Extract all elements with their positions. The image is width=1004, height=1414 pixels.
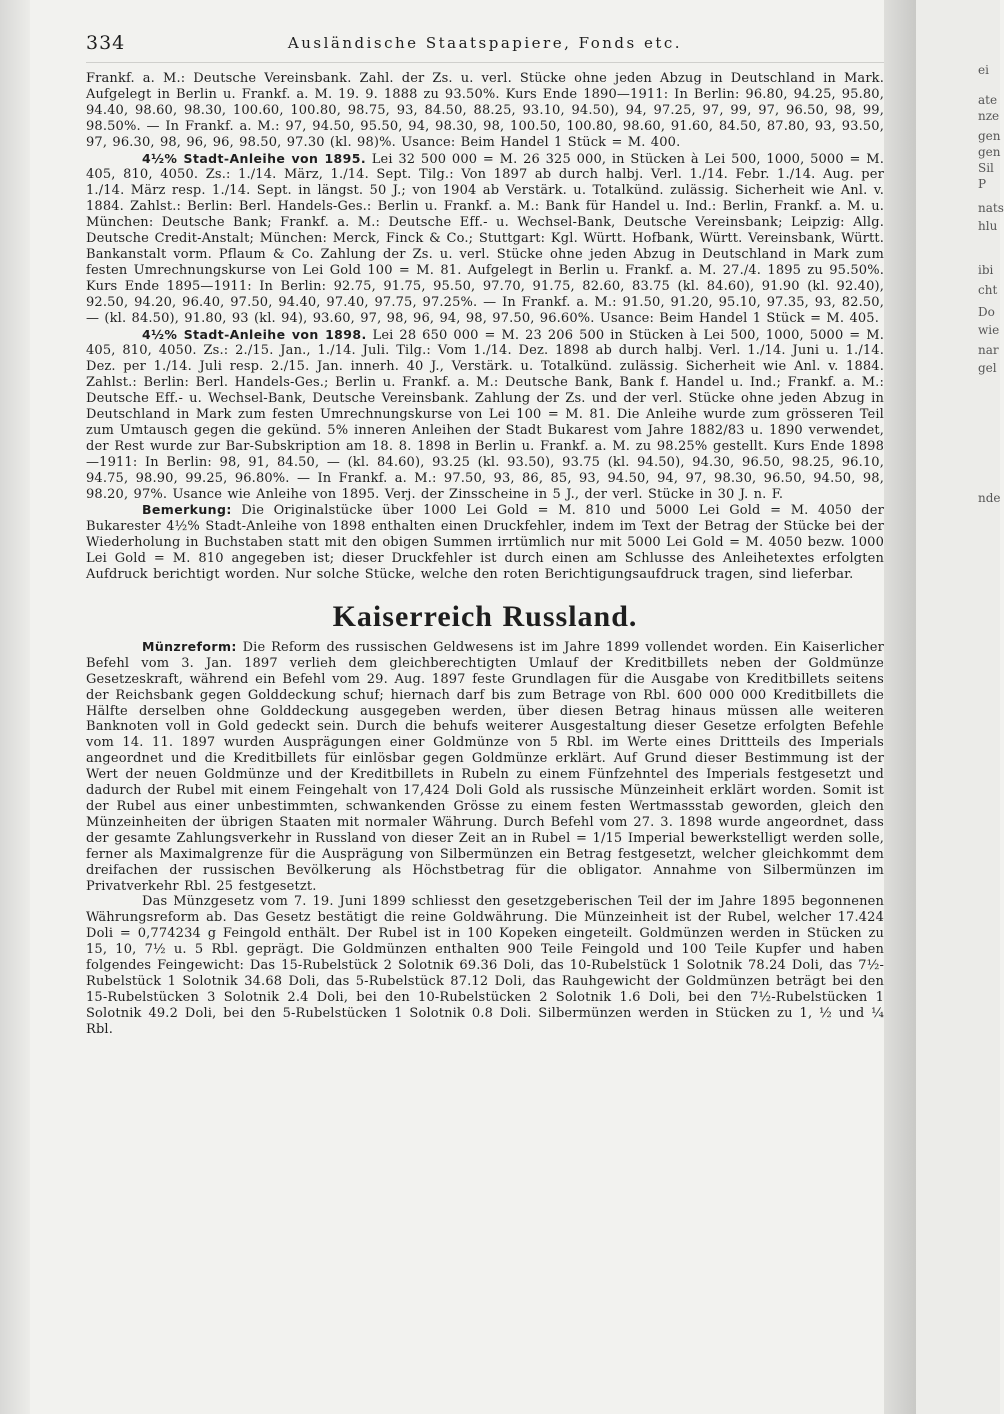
- loan-1895-heading: 4½% Stadt-Anleihe von 1895.: [142, 150, 366, 166]
- facing-fragment: wie: [978, 323, 1000, 337]
- facing-fragment: Sil: [978, 161, 994, 175]
- facing-fragment: P: [978, 177, 987, 191]
- muenzreform-heading: Münzreform:: [142, 638, 237, 654]
- section-title: Kaiserreich Russland.: [332, 600, 638, 633]
- paragraph-vereinsbank: Frankf. a. M.: Deutsche Vereinsbank. Zahl. der Zs. u. verl. Stücke ohne jeden Abzug in Deutschland in Mark. Aufgelegt in Berlin u. Frankf. a. M. 19. 9. 1888 zu 93.50%. Kurs Ende 1890—1911: In Berlin: 96.80, 94.25, 95.80, 94.40, 98.60, 98.30, 100.60, 100.80, 98.75, 93, 84.50, 88.25, 93.10, 94.50), 94, 97.25, 97, 99, 97, 96.50, 98, 99, 98.50%. — In Frankf. a. M.: 97, 94.50, 95.50, 94, 98.30, 98, 100.50, 100.80, 98.60, 91.60, 84.50, 87.80, 93, 93.50, 97, 96.30, 98, 96, 96, 98.50, 97.30 (kl. 98)%. Usance: Beim Handel 1 Stück = M. 400.: [86, 71, 884, 150]
- book-gutter: [884, 0, 916, 1414]
- paragraph-muenzgesetz: Das Münzgesetz vom 7. 19. Juni 1899 schliesst den gesetzgeberischen Teil der im Jahre 1895 begonnenen Währungsreform ab. Das Gesetz bestätigt die reine Goldwährung. Die Münzeinheit ist der Rubel, welcher 17.424 Doli = 0,774234 g Feingold enthält. Der Rubel ist in 100 Kopeken eingeteilt. Goldmünzen werden in Stücken zu 15, 10, 7½ u. 5 Rbl. geprägt. Die Goldmünzen enthalten 900 Teile Feingold und 100 Teile Kupfer und haben folgendes Feingewicht: Das 15-Rubelstück 2 Solotnik 69.36 Doli, das 10-Rubelstück 1 Solotnik 78.24 Doli, das 7½-Rubelstück 1 Solotnik 34.68 Doli, das 5-Rubelstück 87.12 Doli, das Rauhgewicht der Goldmünzen beträgt bei den 15-Rubelstücken 3 Solotnik 2.4 Doli, bei den 10-Rubelstücken 2 Solotnik 1.6 Doli, bei den 7½-Rubelstücken 1 Solotnik 49.2 Doli, bei den 5-Rubelstücken 1 Solotnik 0.8 Doli. Silbermünzen werden in Stücken zu 1, ½ und ¼ Rbl.: [86, 894, 884, 1037]
- scan-margin: [0, 0, 30, 1414]
- paragraph-loan-1895: 4½% Stadt-Anleihe von 1895. Lei 32 500 000 = M. 26 325 000, in Stücken à Lei 500, 1000, 5000 = M. 405, 810, 4050. Zs.: 1./14. März, 1./14. Sept. Tilg.: Von 1897 ab durch halbj. Verl. 1./14. Febr. 1./14. Aug. per 1./14. März resp. 1./14. Sept. in längst. 50 J.; von 1904 ab Verstärk. u. Totalkünd. zulässig. Sicherheit wie Anl. v. 1884. Zahlst.: Berlin: Berl. Handels-Ges.: Berlin u. Frankf. a. M.: Bank für Handel u. Ind.: Berlin, Frankf. a. M. u. München: Deutsche Bank; Frankf. a. M.: Deutsche Eff.- u. Wechsel-Bank, Deutsche Vereinsbank; Leipzig: Allg. Deutsche Credit-Anstalt; München: Merck, Finck & Co.; Stuttgart: Kgl. Württ. Hofbank, Württ. Vereinsbank, Württ. Bankanstalt vorm. Pflaum & Co. Zahlung der Zs. u. verl. Stücke ohne jeden Abzug in Deutschland in Mark zum festen Umrechnungskurse von Lei Gold 100 = M. 81. Aufgelegt in Berlin u. Frankf. a. M. 27./4. 1895 zu 95.50%. Kurs Ende 1895—1911: In Berlin: 92.75, 91.75, 95.50, 97.70, 91.75, 82.60, 83.75 (kl. 84.60), 91.90 (kl. 92.40), 92.50, 94.20, 96.40, 97.50, 94.40, 97.40, 97.75, 97.25%. — In Frankf. a. M.: 91.50, 91.20, 95.10, 97.35, 93, 82.50, — (kl. 84.50), 91.80, 93 (kl. 94), 93.60, 97, 98, 96, 94, 98, 97.50, 96.60%. Usance: Beim Handel 1 Stück = M. 405.: [86, 150, 884, 326]
- facing-fragment: cht: [978, 283, 998, 297]
- facing-fragment: ei: [978, 63, 989, 77]
- running-title: Ausländische Staatspapiere, Fonds etc.: [287, 34, 683, 52]
- paragraph-muenzreform: Münzreform: Die Reform des russischen Geldwesens ist im Jahre 1899 vollendet worden. Ein Kaiserlicher Befehl vom 3. Jan. 1897 verlieh dem gleichberechtigten Umlauf der Kreditbillets neben der Goldmünze Gesetzeskraft, während ein Befehl vom 29. Aug. 1897 feste Grundlagen für die Ausgabe von Kreditbillets seitens der Reichsbank gegen Golddeckung schuf; hiernach darf bis zum Betrage von Rbl. 600 000 000 Kreditbillets die Hälfte derselben ohne Golddeckung ausgegeben werden, über diesen Betrag hinaus müssen alle weiteren Banknoten voll in Gold gedeckt sein. Durch die behufs weiterer Ausgestaltung dieser Gesetze erfolgten Befehle vom 14. 11. 1897 wurden Ausprägungen einer Goldmünze von 5 Rbl. im Werte eines Drittteils des Imperials angeordnet und die Kreditbillets für einlösbar gegen Goldmünze erklärt. Auf Grund dieser Bestimmung ist der Wert der neuen Goldmünze und der Kreditbillets in Rubeln zu einem Fünfzehntel des Imperials festgesetzt und dadurch der Rubel mit einem Feingehalt von 17,424 Doli Gold als russische Münzeinheit erklärt worden. Somit ist der Rubel aus einer unbestimmten, schwankenden Grösse zu einem festen Wertmassstab geworden, gleich den Münzeinheiten der übrigen Staaten mit normaler Währung. Durch Befehl vom 27. 3. 1898 wurde angeordnet, dass der gesamte Zahlungsverkehr in Russland von dieser Zeit an in Rubel = 1/15 Imperial bewerkstelligt werden solle, ferner als Maximalgrenze für die Ausprägung von Silbermünzen ein Betrag festgesetzt, welcher gleichkommt dem dreifachen der russischen Bevölkerung als Höchstbetrag für die obligator. Annahme von Silbermünzen im Privatverkehr Rbl. 25 festgesetzt.: [86, 638, 884, 894]
- facing-page: [916, 0, 1004, 1414]
- facing-fragment: nze: [978, 109, 1000, 123]
- loan-1898-heading: 4½% Stadt-Anleihe von 1898.: [142, 326, 367, 342]
- facing-fragment: nar: [978, 343, 999, 357]
- facing-fragment: ibi: [978, 263, 994, 277]
- paragraph-loan-1898: 4½% Stadt-Anleihe von 1898. Lei 28 650 000 = M. 23 206 500 in Stücken à Lei 500, 1000, 5000 = M. 405, 810, 4050. Zs.: 2./15. Jan., 1./14. Juli. Tilg.: Vom 1./14. Dez. 1898 ab durch halbj. Verl. 1./14. Juni u. 1./14. Dez. per 1./14. Juli resp. 2./15. Jan. innerh. 40 J., Verstärk. u. Totalkünd. zulässig. Sicherheit wie Anl. v. 1884. Zahlst.: Berlin: Berl. Handels-Ges.; Berlin u. Frankf. a. M.: Deutsche Bank, Bank f. Handel u. Ind.; Frankf. a. M.: Deutsche Eff.- u. Wechsel-Bank, Deutsche Vereinsbank. Zahlung der Zs. und der verl. Stücke ohne jeden Abzug in Deutschland in Mark zum festen Umrechnungskurse von Lei 100 = M. 81. Die Anleihe wurde zum grösseren Teil zum Umtausch gegen die gekünd. 5% inneren Anleihen der Stadt Bukarest vom Jahre 1882/83 u. 1890 verwendet, der Rest wurde zur Bar-Subskription am 18. 8. 1898 in Berlin u. Frankf. a. M. zu 98.25% gestellt. Kurs Ende 1898—1911: In Berlin: 98, 91, 84.50, — (kl. 84.60), 93.25 (kl. 93.50), 93.75 (kl. 94.50), 94.30, 96.50, 98.25, 96.10, 94.75, 98.90, 99.25, 96.80%. — In Frankf. a. M.: 97.50, 93, 86, 85, 93, 94.50, 94, 97, 98.30, 96.50, 94.50, 98, 98.20, 97%. Usance wie Anleihe von 1895. Verj. der Zinsscheine in 5 J., der verl. Stücke in 30 J. n. F.: [86, 326, 884, 502]
- facing-fragment: nats: [978, 201, 1004, 215]
- main-text: [86, 71, 884, 1038]
- page-number: 334: [86, 32, 126, 54]
- facing-fragment: nde: [978, 491, 1001, 505]
- running-header: [86, 22, 884, 63]
- facing-fragment: Do: [978, 305, 995, 319]
- facing-fragment: gel: [978, 361, 997, 375]
- book-page: [86, 22, 884, 1402]
- facing-fragment: gen: [978, 129, 1001, 143]
- facing-fragment: gen: [978, 145, 1001, 159]
- facing-fragment: ate: [978, 93, 998, 107]
- bemerkung-heading: Bemerkung:: [142, 502, 232, 518]
- facing-fragment: hlu: [978, 219, 998, 233]
- paragraph-bemerkung: Bemerkung: Die Originalstücke über 1000 Lei Gold = M. 810 und 5000 Lei Gold = M. 4050 der Bukarester 4½% Stadt-Anleihe von 1898 enthalten einen Druckfehler, indem im Text der Betrag der Stücke bei der Wiederholung in Buchstaben statt mit den obigen Summen irrtümlich nur mit 5000 Lei Gold = M. 4050 bezw. 1000 Lei Gold = M. 810 angegeben ist; dieser Druckfehler ist durch einen am Schlusse des Anleihetextes erfolgten Aufdruck berichtigt worden. Nur solche Stücke, welche den roten Berichtigungsaufdruck tragen, sind lieferbar.: [86, 502, 884, 583]
